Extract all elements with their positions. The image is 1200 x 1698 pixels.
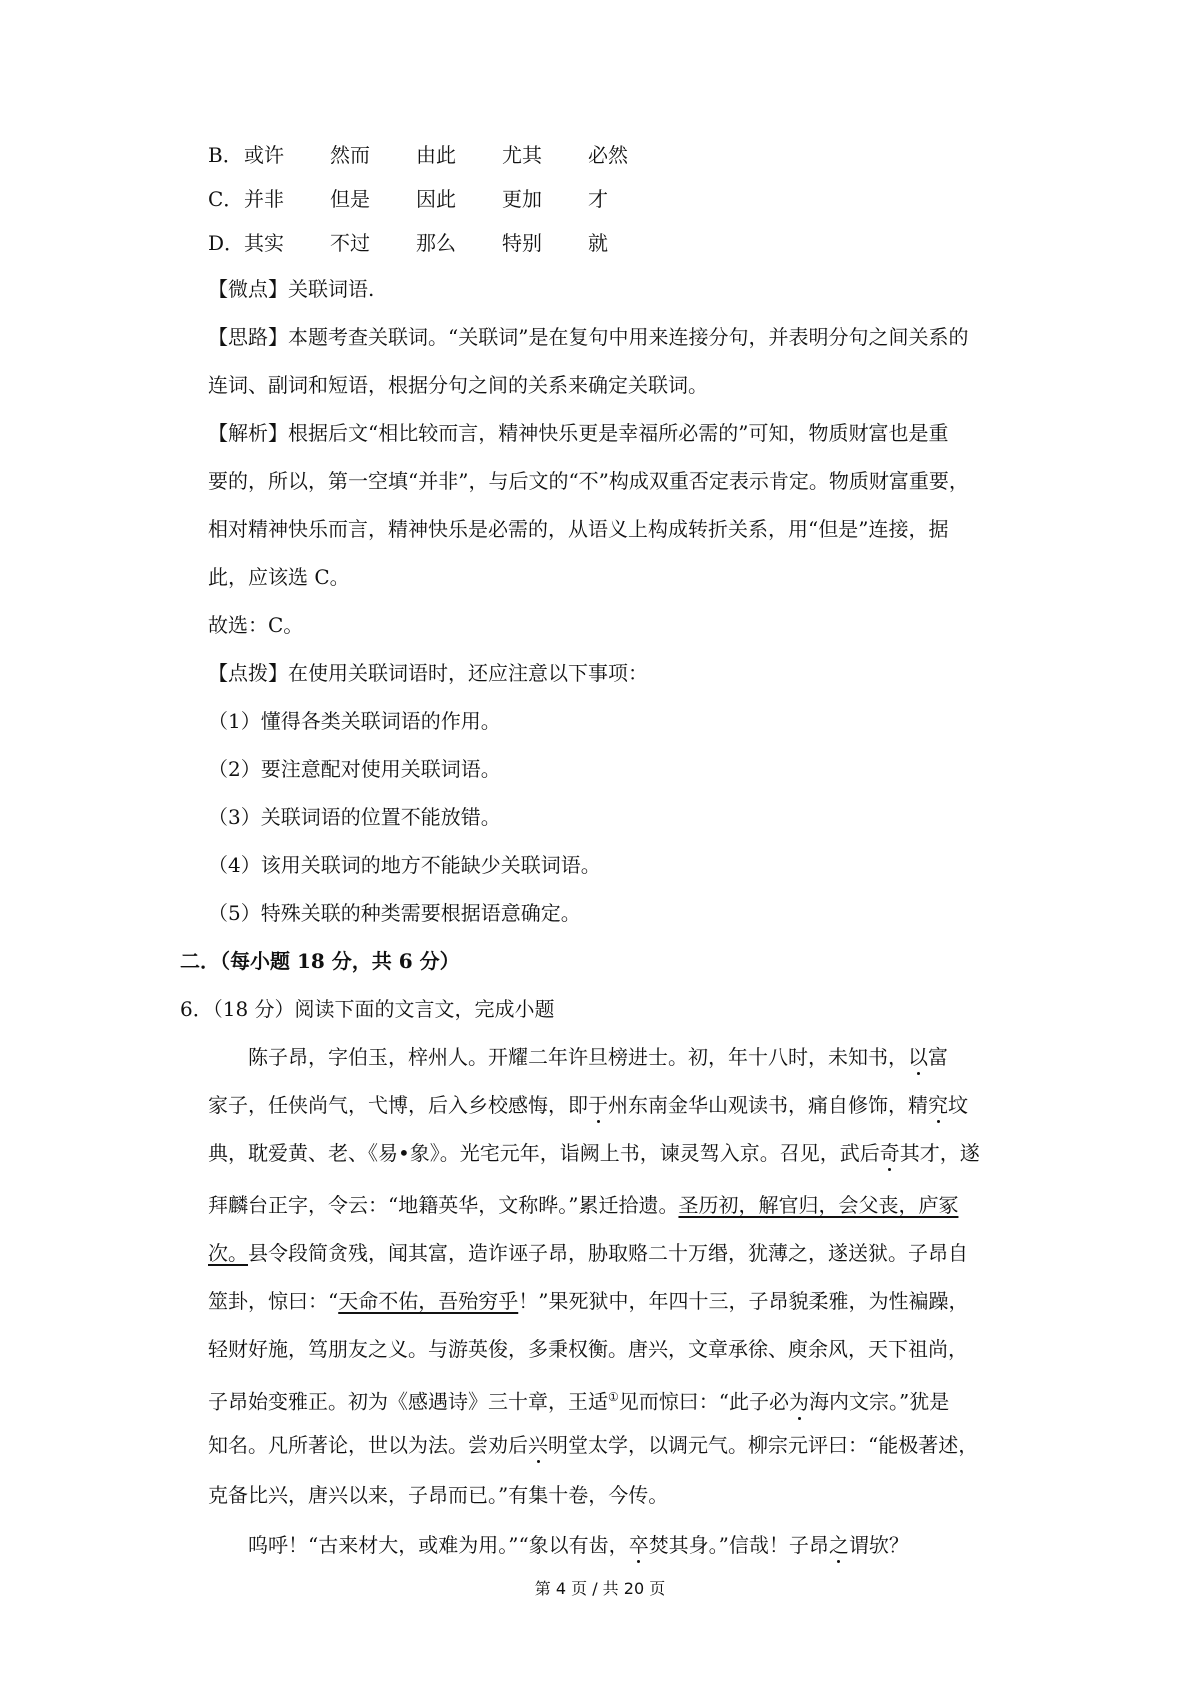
passage-line-1: 陈子昂，字伯玉，梓州人。开耀二年许旦榜进士。初，年十八时，未知书，以富 (208, 1045, 948, 1069)
option-word: 由此 (416, 143, 456, 167)
passage-line-9: 知名。凡所著论，世以为法。尝劝后兴明堂太学，以调元气。柳宗元评曰：“能极著述， (208, 1433, 979, 1457)
option-word: 特别 (502, 231, 542, 255)
option-b (208, 140, 674, 170)
passage-line-2: 家子，任侠尚气，弋博，后入乡校感悔，即于州东南金华山观读书，痛自修饰，精究坟 (208, 1093, 968, 1117)
option-word: 并非 (244, 187, 284, 211)
passage-line-5: 次。县令段简贪残，闻其富，造诈诬子昂，胁取赂二十万缗，犹薄之，遂送狱。子昂自 (208, 1241, 968, 1265)
tip-item: （3）关联词语的位置不能放错。 (208, 805, 501, 829)
tip-item: （1）懂得各类关联词语的作用。 (208, 709, 501, 733)
option-letter: C． (208, 187, 244, 211)
option-word: 但是 (330, 187, 370, 211)
option-c (208, 184, 674, 214)
answer-line: 故选：C。 (208, 613, 304, 637)
option-word: 那么 (416, 231, 456, 255)
dotted-char: 于 (588, 1093, 608, 1117)
option-letter: B． (208, 143, 243, 167)
dotted-char: 究 (928, 1093, 948, 1117)
silu-line-2: 连词、副词和短语，根据分句之间的关系来确定关联词。 (208, 373, 708, 397)
option-word: 或许 (244, 143, 284, 167)
jiexi-line-4: 此，应该选 C。 (208, 565, 350, 589)
silu-line-1: 【思路】本题考查关联词。“关联词”是在复句中用来连接分句，并表明分句之间关系的 (208, 325, 969, 349)
option-word: 更加 (502, 187, 542, 211)
option-word: 才 (588, 187, 608, 211)
passage-line-6: 筮卦，惊曰：“天命不佑，吾殆穷乎！”果死狱中，年四十三，子昂貌柔雅，为性褊躁， (208, 1289, 969, 1313)
jiexi-line-1: 【解析】根据后文“相比较而言，精神快乐更是幸福所必需的”可知，物质财富也是重 (208, 421, 949, 445)
footnote-marker: ① (608, 1390, 619, 1404)
option-word: 其实 (244, 231, 284, 255)
passage-line-7: 轻财好施，笃朋友之义。与游英俊，多秉权衡。唐兴，文章承徐、庾余风，天下祖尚， (208, 1337, 968, 1361)
passage-line-3: 典，耽爱黄、老、《易•象》。光宅元年，诣阙上书，谏灵驾入京。召见，武后奇其才，遂 (208, 1141, 980, 1165)
option-word: 不过 (330, 231, 370, 255)
passage-line-4: 拜麟台正字，令云：“地籍英华，文称晔。”累迁拾遗。圣历初，解官归，会父丧，庐冢 (208, 1193, 959, 1217)
weidian-line: 【微点】关联词语. (208, 277, 375, 301)
jiexi-line-3: 相对精神快乐而言，精神快乐是必需的，从语义上构成转折关系，用“但是”连接，据 (208, 517, 949, 541)
option-word: 尤其 (502, 143, 542, 167)
page-footer: 第 4 页 / 共 20 页 (534, 1579, 666, 1598)
jiexi-line-2: 要的，所以，第一空填“并非”，与后文的“不”构成双重否定表示肯定。物质财富重要， (208, 469, 969, 493)
option-d (208, 228, 674, 258)
option-word: 必然 (588, 143, 628, 167)
tip-item: （5）特殊关联的种类需要根据语意确定。 (208, 901, 581, 925)
underlined-sentence: 次。 (208, 1241, 248, 1265)
passage-line-8: 子昂始变雅正。初为《感遇诗》三十章，王适①见而惊曰：“此子必为海内文宗。”犹是 (208, 1389, 950, 1414)
dotted-char: 奇 (879, 1141, 900, 1165)
dotted-char: 之 (828, 1533, 849, 1557)
option-word: 然而 (330, 143, 370, 167)
tip-item: （4）该用关联词的地方不能缺少关联词语。 (208, 853, 601, 877)
tip-item: （2）要注意配对使用关联词语。 (208, 757, 501, 781)
question-stem: 6．（18 分）阅读下面的文言文，完成小题 (180, 997, 555, 1021)
underlined-sentence: 天命不佑，吾殆穷乎 (338, 1289, 519, 1313)
section-title: 二．（每小题 18 分，共 6 分） (180, 949, 460, 973)
dianbo-line: 【点拨】在使用关联词语时，还应注意以下事项： (208, 661, 648, 685)
option-word: 因此 (416, 187, 456, 211)
dotted-char: 为 (789, 1389, 809, 1414)
option-letter: D． (208, 231, 245, 255)
dotted-char: 兴 (528, 1433, 548, 1457)
dotted-char: 卒 (628, 1533, 649, 1557)
underlined-sentence: 圣历初，解官归，会父丧，庐冢 (678, 1193, 959, 1217)
passage-line-10: 克备比兴，唐兴以来，子昂而已。”有集十卷，今传。 (208, 1483, 669, 1507)
dotted-char: 以 (908, 1045, 928, 1069)
passage-line-11: 呜呼！“古来材大，或难为用。”“象以有齿，卒焚其身。”信哉！子昂之谓欤？ (208, 1533, 909, 1557)
option-word: 就 (588, 231, 608, 255)
